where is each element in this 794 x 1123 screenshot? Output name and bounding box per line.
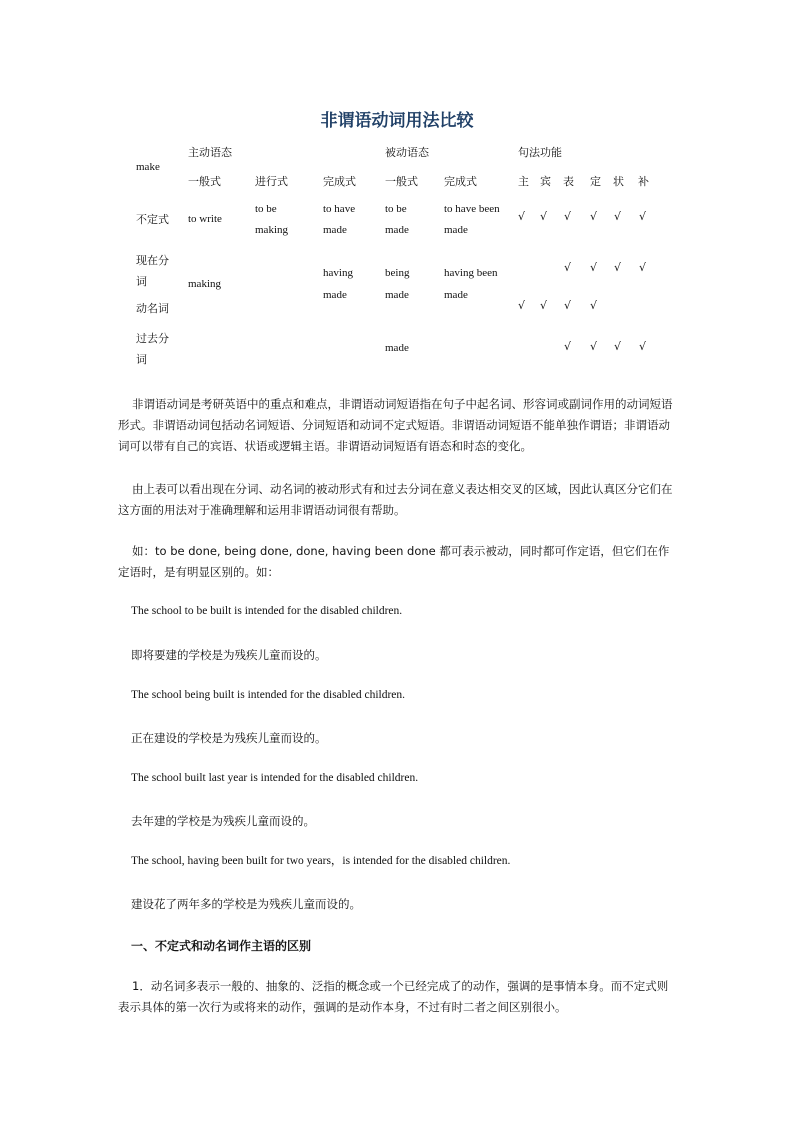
cell-infinitive-active-progressive: making xyxy=(255,224,288,236)
example-sentence-zh: 建设花了两年多的学校是为残疾儿童而设的。 xyxy=(131,897,361,911)
check-mark: √ xyxy=(590,340,598,353)
document-title: 非谓语动词用法比较 xyxy=(320,111,474,131)
example-sentence-zh: 去年建的学校是为残疾儿童而设的。 xyxy=(131,814,315,828)
row-label-gerund: 动名词 xyxy=(136,302,169,315)
check-mark: √ xyxy=(564,340,572,353)
section-paragraph: 1．动名词多表示一般的、抽象的、泛指的概念或一个已经完成了的动作，强调的是事情本身。而不定式则表示具体的第一次行为或将来的动作，强调的是动作本身，不过有时二者之间区别很小。 xyxy=(118,979,669,1014)
row-label-past-participle: 词 xyxy=(136,353,147,366)
cell-infinitive-active-perfect: to have xyxy=(323,203,356,215)
cell-shared-passive-perfect: made xyxy=(444,289,468,301)
function-adverbial: 状 xyxy=(613,175,624,188)
cell-shared-active-perfect: made xyxy=(323,289,347,301)
check-mark: √ xyxy=(564,299,572,312)
cell-infinitive-passive-general: made xyxy=(385,224,409,236)
row-label-infinitive: 不定式 xyxy=(136,213,169,226)
cell-infinitive-passive-perfect: to have been xyxy=(444,203,500,215)
check-mark: √ xyxy=(540,299,548,312)
check-mark: √ xyxy=(590,261,598,274)
header-syntactic-function: 句法功能 xyxy=(518,146,562,159)
function-attribute: 定 xyxy=(590,175,601,188)
comparison-paragraph: 由上表可以看出现在分词、动名词的被动形式有和过去分词在意义表达相交叉的区域，因此认真区分它们在这方面的用法对于准确理解和运用非谓语动词很有帮助。 xyxy=(118,482,673,517)
example-sentence-zh: 正在建设的学校是为残疾儿童而设的。 xyxy=(131,731,327,745)
example-intro-paragraph: 如：to be done, being done, done, having been done 都可表示被动，同时都可作定语，但它们在作定语时，是有明显区别的。如： xyxy=(118,544,670,579)
check-mark: √ xyxy=(590,210,598,223)
check-mark: √ xyxy=(614,210,622,223)
function-object: 宾 xyxy=(540,175,551,188)
row-label-present-participle: 词 xyxy=(136,275,147,288)
section-heading: 一、不定式和动名词作主语的区别 xyxy=(131,939,312,953)
cell-shared-active-perfect: having xyxy=(323,267,353,279)
cell-infinitive-passive-general: to be xyxy=(385,203,407,215)
example-sentence-en: The school built last year is intended for the disabled children. xyxy=(131,772,419,784)
check-mark: √ xyxy=(564,261,572,274)
example-sentence-en: The school to be built is intended for the disabled children. xyxy=(131,605,403,617)
subheader-active-general: 一般式 xyxy=(188,175,221,188)
cell-infinitive-active-progressive: to be xyxy=(255,203,277,215)
row-label-present-participle: 现在分 xyxy=(136,254,169,267)
function-subject: 主 xyxy=(518,175,529,188)
cell-shared-passive-general: made xyxy=(385,289,409,301)
check-mark: √ xyxy=(540,210,548,223)
check-mark: √ xyxy=(614,261,622,274)
cell-shared-active-general: making xyxy=(188,278,221,290)
check-mark: √ xyxy=(590,299,598,312)
row-label-past-participle: 过去分 xyxy=(136,332,169,345)
function-predicative: 表 xyxy=(563,175,574,188)
check-mark: √ xyxy=(639,340,647,353)
table-corner-label: make xyxy=(136,161,160,173)
cell-past-participle-passive-general: made xyxy=(385,342,409,354)
function-complement: 补 xyxy=(638,175,649,188)
example-sentence-en: The school being built is intended for the disabled children. xyxy=(131,689,406,701)
intro-paragraph: 非谓语动词是考研英语中的重点和难点，非谓语动词短语指在句子中起名词、形容词或副词作用的动词短语形式。非谓语动词包括动名词短语、分词短语和动词不定式短语。非谓语动词短语不能单独作谓语；非谓语动词可以带有自己的宾语、状语或逻辑主语。非谓语动词短语有语态和时态的变化。 xyxy=(118,397,673,453)
cell-infinitive-active-general: to write xyxy=(188,213,222,225)
check-mark: √ xyxy=(564,210,572,223)
header-passive-voice: 被动语态 xyxy=(385,146,429,159)
check-mark: √ xyxy=(639,210,647,223)
example-sentence-en: The school, having been built for two years，is intended for the disabled children. xyxy=(131,855,511,867)
subheader-active-perfect: 完成式 xyxy=(323,175,356,188)
cell-shared-passive-perfect: having been xyxy=(444,267,498,279)
check-mark: √ xyxy=(518,299,526,312)
subheader-active-progressive: 进行式 xyxy=(255,175,288,188)
check-mark: √ xyxy=(639,261,647,274)
check-mark: √ xyxy=(518,210,526,223)
check-mark: √ xyxy=(614,340,622,353)
subheader-passive-perfect: 完成式 xyxy=(444,175,477,188)
cell-shared-passive-general: being xyxy=(385,267,410,279)
header-active-voice: 主动语态 xyxy=(188,146,232,159)
cell-infinitive-passive-perfect: made xyxy=(444,224,468,236)
cell-infinitive-active-perfect: made xyxy=(323,224,347,236)
example-sentence-zh: 即将要建的学校是为残疾儿童而设的。 xyxy=(131,648,327,662)
subheader-passive-general: 一般式 xyxy=(385,175,418,188)
